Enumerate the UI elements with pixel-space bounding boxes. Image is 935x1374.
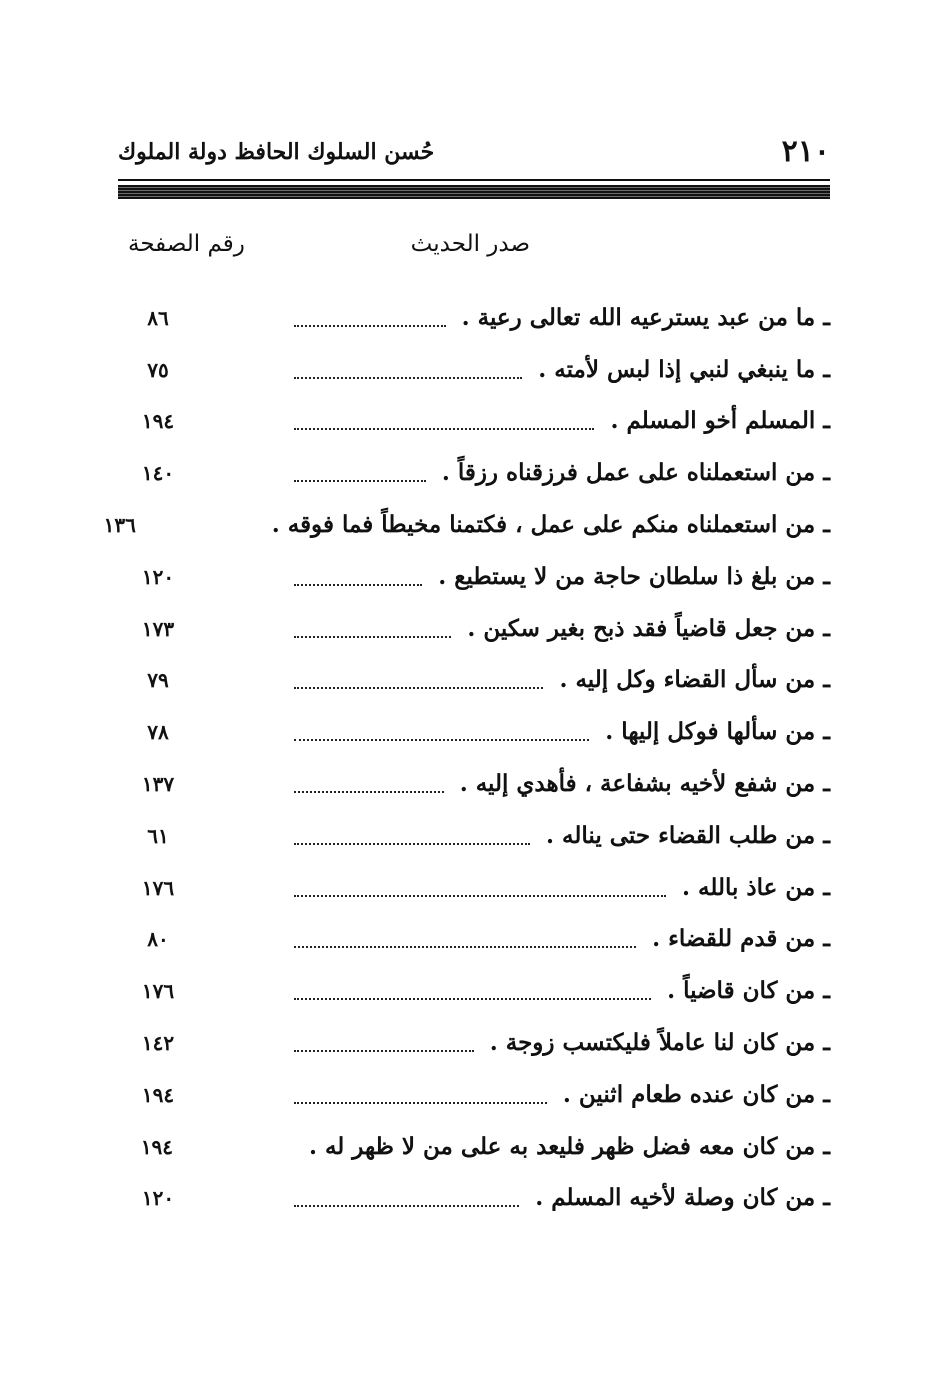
hadith-index-list [103, 292, 830, 1224]
index-entry [118, 1173, 830, 1225]
hadith-opening-text: ـ من استعملناه منكم على عمل ، فكتمنا مخيطاً فما فوقه . [271, 511, 830, 539]
index-entry [118, 551, 830, 603]
column-headings [118, 224, 830, 264]
dot-leader [294, 687, 543, 689]
index-entry [118, 965, 830, 1017]
dot-leader [294, 998, 651, 1000]
hadith-opening-text: ـ من عاذ بالله . [682, 873, 830, 901]
page-reference: ١٧٣ [141, 616, 175, 641]
dot-leader [294, 843, 530, 845]
dot-leader [294, 739, 589, 741]
index-entry [118, 603, 830, 655]
page-reference: ٧٥ [147, 357, 169, 382]
index-entry [118, 655, 830, 707]
page-reference: ٨٠ [147, 927, 169, 952]
index-entry [118, 1017, 830, 1069]
index-entry [118, 292, 830, 344]
hadith-opening-text: ـ من شفع لأخيه بشفاعة ، فأهدي إليه . [459, 770, 830, 798]
header-rule-thick [118, 185, 830, 199]
page-reference: ١٩٤ [141, 1082, 175, 1107]
dot-leader [294, 946, 636, 948]
page-reference: ١٢٠ [141, 564, 175, 589]
hadith-opening-text: ـ من قدم للقضاء . [652, 925, 830, 953]
hadith-opening-text: ـ من سألها فوكل إليها . [605, 718, 830, 746]
index-entry [118, 758, 830, 810]
dot-leader [294, 377, 522, 379]
hadith-opening-text: ـ من طلب القضاء حتى يناله . [546, 821, 830, 849]
hadith-opening-text: ـ من استعملناه على عمل فرزقناه رزقاً . [441, 459, 830, 487]
dot-leader [294, 480, 426, 482]
header-rule-thin [118, 179, 830, 181]
page-reference: ١٣٧ [141, 772, 175, 797]
index-entry [118, 1069, 830, 1121]
page-reference: ٧٨ [147, 720, 169, 745]
index-entry [118, 810, 830, 862]
index-entry [118, 396, 830, 448]
hadith-opening-text: ـ من بلغ ذا سلطان حاجة من لا يستطيع . [438, 562, 830, 590]
running-header [118, 128, 830, 176]
index-entry [118, 1121, 830, 1173]
page-reference: ٨٦ [147, 305, 169, 330]
hadith-opening-text: ـ المسلم أخو المسلم . [610, 407, 830, 435]
page-reference: ٦١ [147, 823, 169, 848]
page-column-heading: رقم الصفحة [128, 231, 245, 257]
dot-leader [294, 325, 446, 327]
hadith-opening-text: ـ من كان معه فضل ظهر فليعد به على من لا ظهر له . [308, 1132, 830, 1160]
page-reference: ١٩٤ [140, 1134, 174, 1159]
dot-leader [294, 428, 594, 430]
hadith-opening-text: ـ من كان عنده طعام اثنين . [562, 1080, 830, 1108]
hadith-opening-text: ـ من سأل القضاء وكل إليه . [559, 666, 830, 694]
index-entry [118, 914, 830, 966]
page-reference: ١٧٦ [141, 875, 175, 900]
dot-leader [294, 1050, 474, 1052]
index-entry [118, 862, 830, 914]
dot-leader [294, 791, 444, 793]
page-reference: ١٧٦ [141, 979, 175, 1004]
hadith-opening-text: ـ من جعل قاضياً فقد ذبح بغير سكين . [467, 614, 830, 642]
dot-leader [294, 895, 666, 897]
dot-leader [294, 1102, 547, 1104]
page-reference: ١٤٢ [141, 1031, 175, 1056]
index-entry [118, 706, 830, 758]
page-reference: ١٩٤ [141, 409, 175, 434]
page-reference: ١٢٠ [141, 1186, 175, 1211]
hadith-opening-text: ـ من كان قاضياً . [667, 977, 830, 1005]
dot-leader [294, 636, 451, 638]
dot-leader [294, 584, 422, 586]
page-reference: ١٣٦ [103, 513, 136, 538]
index-entry [118, 344, 830, 396]
page-reference: ١٤٠ [141, 461, 175, 486]
hadith-column-heading: صدر الحديث [410, 231, 530, 257]
index-entry [103, 499, 830, 551]
page-reference: ٧٩ [147, 668, 169, 693]
dot-leader [294, 1205, 519, 1207]
book-title: حُسن السلوك الحافظ دولة الملوك [118, 139, 435, 165]
hadith-opening-text: ـ من كان وصلة لأخيه المسلم . [535, 1184, 830, 1212]
hadith-opening-text: ـ من كان لنا عاملاً فليكتسب زوجة . [489, 1029, 830, 1057]
index-entry [118, 447, 830, 499]
page-number: ٢١٠ [781, 134, 830, 169]
hadith-opening-text: ـ ما ينبغي لنبي إذا لبس لأمته . [538, 355, 830, 383]
hadith-opening-text: ـ ما من عبد يسترعيه الله تعالى رعية . [461, 303, 830, 331]
